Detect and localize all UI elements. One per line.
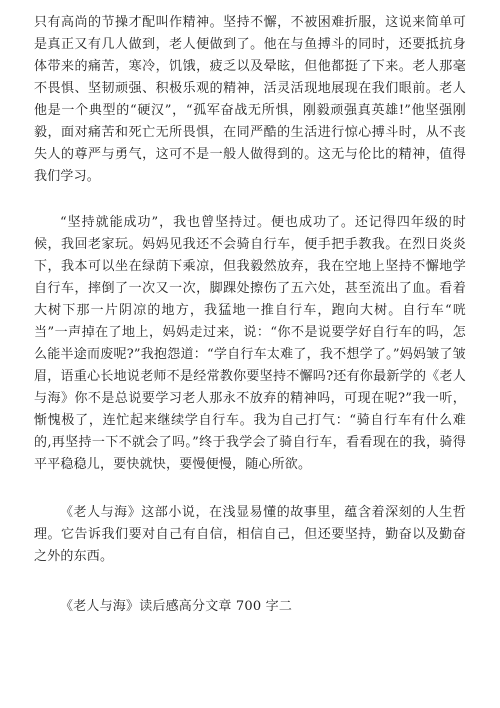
paragraph-2: “坚持就能成功”，我也曾坚持过。便也成功了。还记得四年级的时候，我回老家玩。妈妈见我还不会骑自行车，便手把手教我。在烈日炎炎下，我本可以坐在绿荫下乘凉，但我毅然放弃，我在空地上坚持不懈地学自行车，摔倒了一次又一次，脚踝处擦伤了五六处，甚至流出了血。看着大树下那一片阴凉的地方，我猛地一推自行车，跑向大树。自行车“咣当”一声掉在了地上，妈妈走过来，说：“你不是说要学好自行车的吗，怎么能半途而废呢?”我抱怨道：“学自行车太难了，我不想学了。”妈妈皱了皱眉，语重心长地说老师不是经常教你要坚持不懈吗?还有你最新学的《老人与海》你不是总说要学习老人那永不放弃的精神吗，可现在呢?”我一听，惭愧极了，连忙起来继续学自行车。我为自己打气：“骑自行车有什么难的,再坚持一下不就会了吗。”终于我学会了骑自行车，看看现在的我，骑得平平稳稳儿，要快就快，要慢便慢，随心所欲。 [34,215,466,472]
paragraph-3: 《老人与海》这部小说，在浅显易懂的故事里，蕴含着深刻的人生哲理。它告诉我们要对自己有自信，相信自己，但还要坚持，勤奋以及勤奋之外的东西。 [34,505,466,564]
section-title: 《老人与海》读后感高分文章 700 字二 [60,599,293,614]
paragraph-1: 只有高尚的节操才配叫作精神。坚持不懈，不被困难折服，这说来简单可是真正又有几人做到，老人便做到了。他在与鱼搏斗的同时，还要抵抗身体带来的痛苦，寒冷，饥饿，疲乏以及晕眩，但他都挺了下来。老人那毫不畏惧、坚韧顽强、积极乐观的精神，活灵活现地展现在我们眼前。老人他是一个典型的“硬汉”，“孤军奋战无所惧，刚毅顽强真英雄!”他坚强刚毅，面对痛苦和死亡无所畏惧，在同严酷的生活进行惊心搏斗时，从不丧失人的尊严与勇气，这可不是一般人做得到的。这无与伦比的精神，值得我们学习。 [34,15,466,184]
